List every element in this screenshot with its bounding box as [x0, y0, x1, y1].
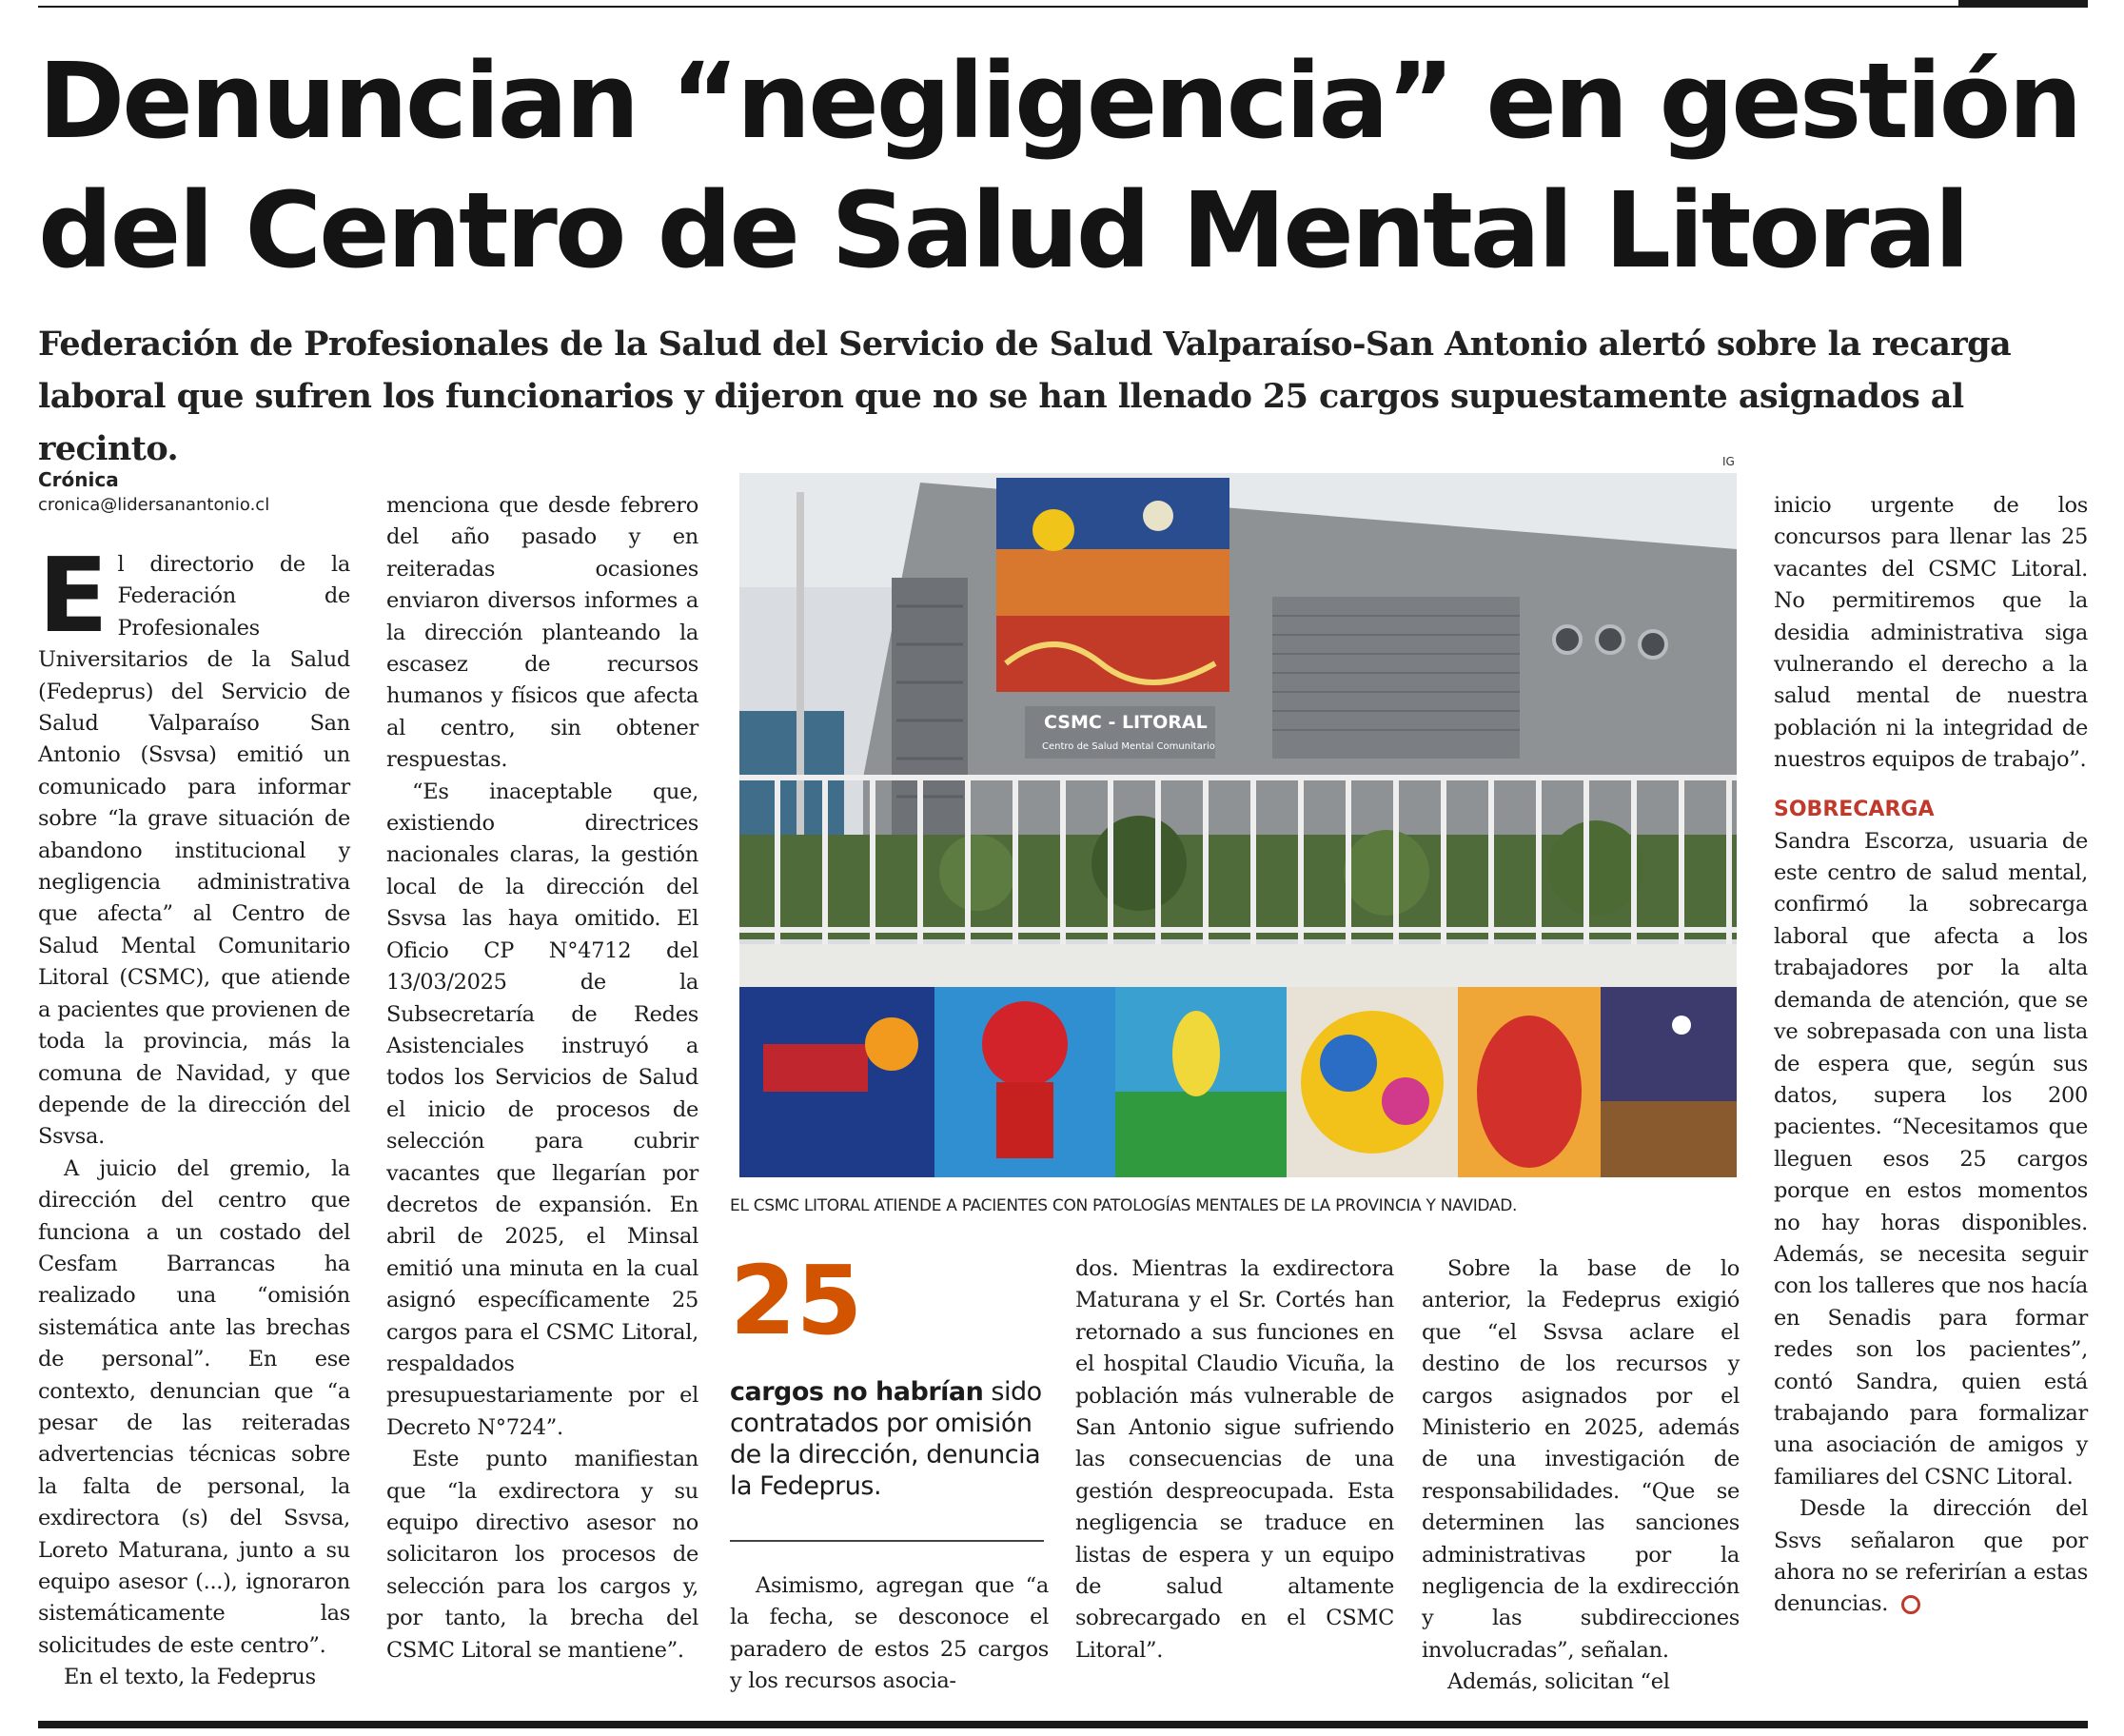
photo-csmc-building — [739, 473, 1737, 1177]
photo-caption: EL CSMC LITORAL ATIENDE A PACIENTES CON PATOLOGÍAS MENTALES DE LA PROVINCIA Y NAVIDAD. — [730, 1196, 1518, 1215]
headline-line-1: Denuncian “negligencia” en gestión — [38, 40, 2080, 162]
highlight-rule — [730, 1540, 1044, 1542]
column-2 — [386, 490, 698, 1667]
column-3 — [730, 1570, 1049, 1698]
highlight-text: cargos no habrían sido contratados por omisión de la dirección, denuncia la Fedeprus. — [730, 1377, 1042, 1501]
paragraph: inicio urgente de los concursos para llenar las 25 vacantes del CSMC Litoral. No permitiremos que la desidia administrativa siga vulnerando el derecho a la salud mental de nuestra población ni la integridad de nuestros equipos de trabajo”. — [1774, 493, 2088, 773]
top-rule-block — [1958, 0, 2088, 8]
window-shutter — [1272, 597, 1520, 759]
bottom-rule — [38, 1721, 2088, 1728]
headline — [38, 36, 2084, 295]
paragraph: menciona que desde febrero del año pasado y en reiteradas ocasiones enviaron diversos informes a la dirección planteando la escasez de recursos humanos y físicos que afecta al centro, sin obtener respuestas. — [386, 493, 698, 773]
drop-cap: E — [38, 537, 108, 656]
paragraph: Sandra Escorza, usuaria de este centro de salud mental, confirmó la sobrecarga laboral que afecta a los trabajadores por la alta demanda de atención, que se ve sobrepasada con una lista de espera que, según sus datos, supera los 200 pacientes. “Necesitamos que lleguen esos 25 cargos porque en estos momentos no hay horas disponibles. Además, se necesita seguir con los talleres que nos hacía en Senadis para formar redes son los pacientes”, contó Sandra, quien está trabajando para formalizar una asociación de amigos y familiares del CSNC Litoral. — [1774, 828, 2088, 1489]
paragraph: Sobre la base de lo anterior, la Fedeprus exigió que “el Ssvsa aclare el destino de los recursos y cargos asignados por el Ministerio en 2025, además de una investigación de responsabilidades. “Que se determinen las sanciones administrativas por la negligencia de la exdirección y las subdirecciones involucradas”, señalan. — [1422, 1256, 1740, 1663]
top-rule — [38, 6, 1991, 8]
highlight-number: 25 — [730, 1245, 863, 1356]
mural — [739, 987, 1737, 1177]
author-email: cronica@lidersanantonio.cl — [38, 495, 270, 515]
byline — [38, 466, 269, 518]
paragraph: dos. Mientras la exdirectora Maturana y el Sr. Cortés han retornado a sus funciones en el hospital Claudio Vicuña, la población más vulnerable de San Antonio sigue sufriendo las consecuencias de una gestión despreocupada. Esta negligencia se traduce en listas de espera y un equipo de salud altamente sobrecargado en el CSMC Litoral”. — [1075, 1256, 1394, 1663]
paragraph: Desde la dirección del Ssvs señalaron que por ahora no se referirían a estas denuncias. — [1774, 1496, 2088, 1617]
column-4 — [1075, 1253, 1394, 1667]
photo-credit: IG — [1722, 455, 1735, 468]
section-name: Crónica — [38, 468, 119, 491]
paragraph: Asimismo, agregan que “a la fecha, se desconoce el paradero de estos 25 cargos y los recursos asocia- — [730, 1573, 1049, 1694]
photo-illustration — [739, 473, 1737, 1177]
section-subtitle: SOBRECARGA — [1774, 797, 1935, 821]
paragraph: Este punto manifiestan que “la exdirectora y su equipo directivo asesor no solicitaron los procesos de selección para los cargos y, por tanto, la brecha del CSMC Litoral se mantiene”. — [386, 1447, 698, 1663]
paragraph: El directorio de la Federación de Profesionales Universitarios de la Salud (Fedeprus) del Servicio de Salud Valparaíso San Antonio (Ssvsa) emitió un comunicado para informar sobre “la grave situación de abandono institucional y negligencia administrativa que afecta” al Centro de Salud Mental Comunitario Litoral (CSMC), que atiende a pacientes que provienen de toda la provincia, más la comuna de Navidad, y que depende de la dirección del Ssvsa. — [38, 537, 350, 1150]
end-mark-icon — [1901, 1595, 1920, 1614]
column-5 — [1422, 1253, 1740, 1699]
building-sign-sub: Centro de Salud Mental Comunitario — [1042, 741, 1215, 752]
paragraph: A juicio del gremio, la dirección del centro que funciona a un costado del Cesfam Barrancas ha realizado una “omisión sistemática ante las brechas de personal”. En ese contexto, denuncian que “a pesar de las reiteradas advertencias técnicas sobre la falta de personal, la exdirectora (s) del Ssvsa, Loreto Maturana, junto a su equipo asesor (...), ignoraron sistemáticamente las solicitudes de este centro”. — [38, 1155, 350, 1658]
paragraph: En el texto, la Fedeprus — [64, 1665, 316, 1690]
column-1 — [38, 537, 350, 1694]
subheadline: Federación de Profesionales de la Salud del Servicio de Salud Valparaíso-San Antonio alertó sobre la recarga laboral que sufren los funcionarios y dijeron que no se han llenado 25 cargos supuestamente asignados al recinto. — [38, 325, 2012, 468]
headline-line-2: del Centro de Salud Mental Litoral — [38, 169, 1968, 291]
paragraph: Además, solicitan “el — [1447, 1669, 1670, 1695]
column-6 — [1774, 490, 2088, 1621]
wall-top — [739, 944, 1737, 987]
paragraph: “Es inaceptable que, existiendo directrices nacionales claras, la gestión local de la dirección del Ssvsa las haya omitido. El Oficio CP N°4712 del 13/03/2025 de la Subsecretaría de Redes Asistenciales instruyó a todos los Servicios de Salud el inicio de procesos de selección para cubrir vacantes que llegarían por decretos de expansión. En abril de 2025, el Minsal emitió una minuta en la cual asignó específicamente 25 cargos para el CSMC Litoral, respaldados presupuestariamente por el Decreto N°724”. — [386, 779, 698, 1440]
building-sign: CSMC - LITORAL — [1044, 712, 1208, 733]
